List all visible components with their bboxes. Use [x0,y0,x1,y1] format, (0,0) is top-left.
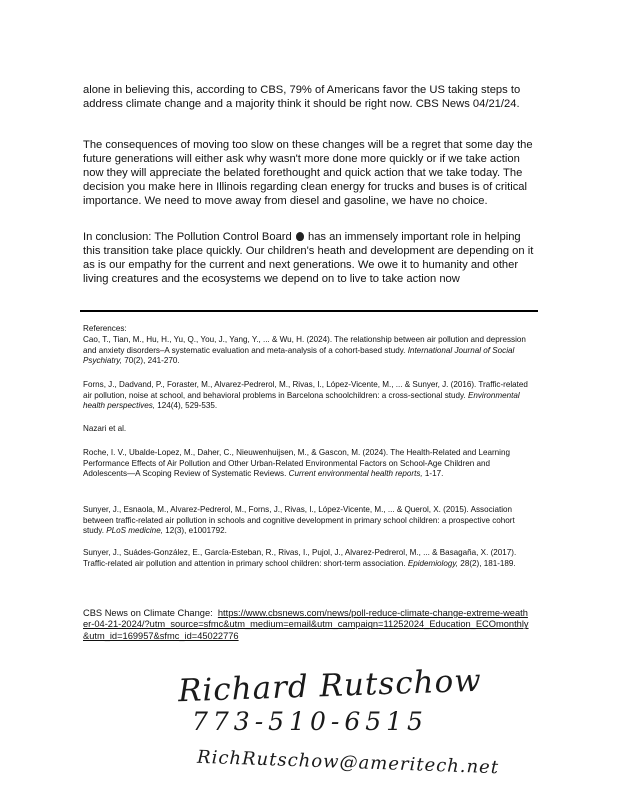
reference-text: Forns, J., Dadvand, P., Foraster, M., Alvarez-Pedrerol, M., Rivas, I., López-Vicente, M., ... & Sunyer, J. (2016). Traffic-related air pollution, noise at school, and behavioral problems in Barcelona schoolchildren: a cross-sectional study. [83,380,528,400]
reference-journal: Environmental health perspectives, [83,390,520,411]
reference-volume: 1-17. [422,469,444,479]
paragraph-conclusion [83,230,538,286]
reference-text: Sunyer, J., Suádes-González, E., García-Esteban, R., Rivas, I., Pujol, J., Alvarez-Pedrerol, M., ... & Basagaña, X. (2017). Traffic-related air pollution and attention in primary school children: short-term association. [83,548,517,568]
reference-volume: 12(3), e1001792. [162,526,227,536]
paragraph-climate-poll: alone in believing this, according to CBS, 79% of Americans favor the US taking steps to address climate change and a majority think it should be right now. CBS News 04/21/24. [83,84,521,110]
paragraph-consequences: The consequences of moving too slow on these changes will be a regret that some day the future generations will either ask why wasn't more done more quickly or if we take action now they will appreciate the belated forethought and quick action that we take today. The decision you make here in Illinois regarding clean energy for trucks and buses is of critical importance. We need to move away from diesel and gasoline, we have no choice. [83,139,533,207]
reference-volume: 70(2), 241-270. [121,356,180,366]
reference-journal: Epidemiology, [407,558,459,568]
reference-volume: 124(4), 529-535. [155,401,218,411]
reference-item [83,448,533,480]
reference-item [83,505,533,537]
handwritten-signature: Richard Rutschow [177,662,483,710]
reference-text: Nazari et al. [83,424,127,433]
section-divider [80,310,538,312]
references-heading: References: [83,324,127,333]
ink-blot-icon [296,232,304,241]
cbs-label: CBS News on Climate Change: [83,608,213,618]
reference-text: Roche, I. V., Ubalde-Lopez, M., Daher, C., Nieuwenhuijsen, M., & Gascon, M. (2024). The Health-Related and Learning Performance Effects of Air Pollution and Other Urban-Related Environmental Factors on School-Age Children and Adolescents—A Scoping Review of Systematic Reviews. [83,448,510,479]
reference-text: Cao, T., Tian, M., Hu, H., Yu, Q., You, J., Yang, Y., ... & Wu, H. (2024). The relationship between air pollution and depression and anxiety disorders–A systematic evaluation and meta-analysis of a cohort-based study. [83,335,526,355]
reference-text: Sunyer, J., Esnaola, M., Alvarez-Pedrerol, M., Forns, J., Rivas, I., López-Vicente, M., ... & Querol, X. (2015). Association between traffic-related air pollution in schools and cognitive development in primary school children: a prospective cohort study. [83,505,515,536]
reference-journal: Current environmental health reports, [288,469,423,479]
reference-item [83,548,533,569]
reference-journal: International Journal of Social Psychiatry, [83,345,515,366]
reference-volume: 28(2), 181-189. [458,558,516,568]
cbs-news-link[interactable]: https://www.cbsnews.com/news/poll-reduce-climate-change-extreme-weather-04-21-2024/?utm_source=sfmc&utm_medium=email&utm_campaign=11252024_Education_ECOmonthly&utm_id=169957&sfmc_id=45022776 [83,608,529,641]
handwritten-phone: 773-510-6515 [192,707,428,736]
reference-item [83,335,533,367]
handwritten-email: RichRutschow@ameritech.net [196,746,500,779]
cbs-news-source [83,608,533,642]
conclusion-text-start: In conclusion: The Pollution Control Board [83,231,292,243]
conclusion-text-end: has an immensely important role in helping this transition take place quickly. Our children's heath and development are depending on it as is our empathy for the current and next generations. We owe it to humanity and other living creatures and the ecosystems we depend on to live to take action now [83,231,534,285]
reference-item [83,380,533,412]
reference-item [83,424,533,435]
reference-journal: PLoS medicine, [106,526,163,536]
